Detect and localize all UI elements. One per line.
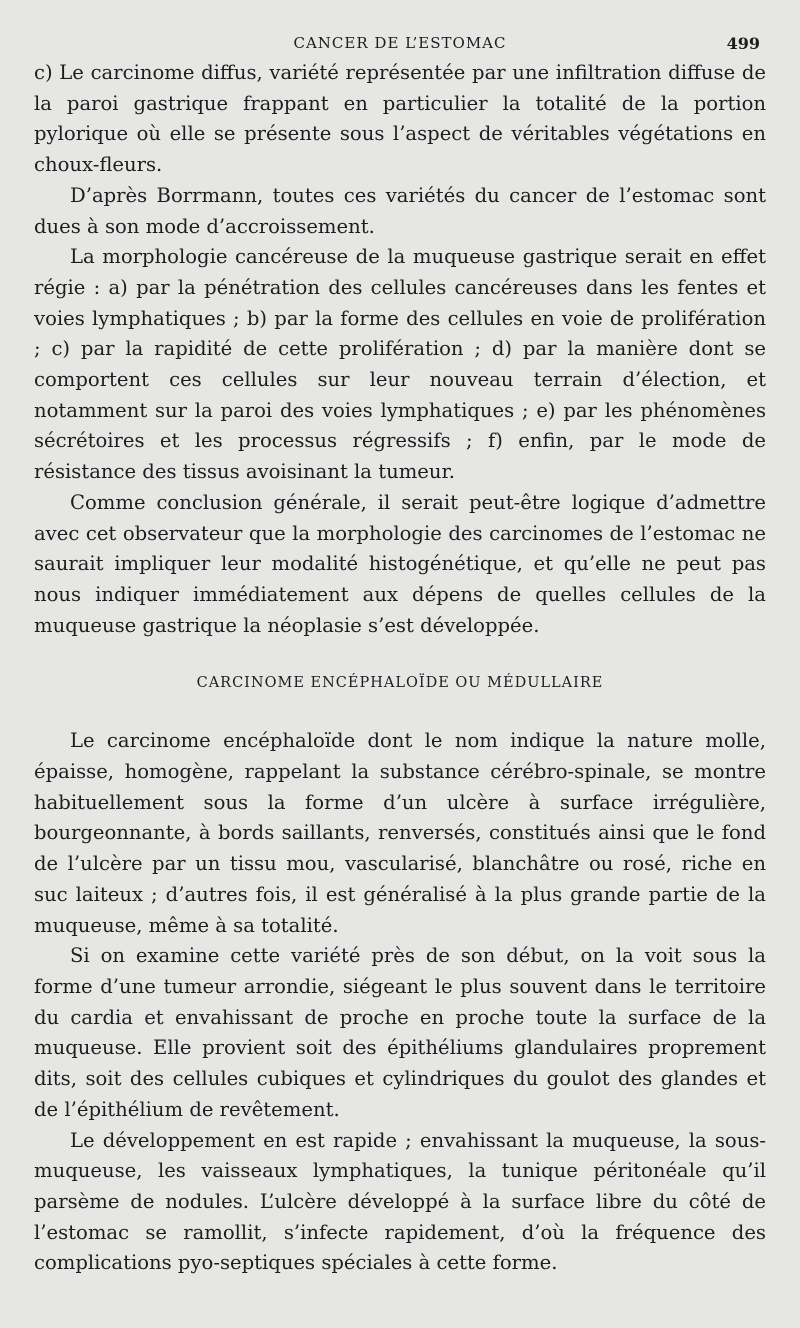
running-head	[34, 30, 766, 58]
paragraph-debut: Si on examine cette variété près de son début, on la voit sous la forme d’une tumeur arrondie, siégeant le plus souvent dans le territoire du cardia et envahissant de proche en proche toute la surface de la muqueuse. Elle provient soit des épithéliums glandulaires proprement dits, soit des cellules cubiques et cylindriques du goulot des glandes et de l’épithélium de revêtement.	[34, 944, 766, 1121]
paragraph-developpement: Le développement en est rapide ; envahissant la muqueuse, la sous-muqueuse, les vaisseaux lymphatiques, la tunique péritonéale qu’il parsème de nodules. L’ulcère développé à la surface libre du côté de l’estomac se ramollit, s’infecte rapidement, d’où la fréquence des complications pyo-septiques spéciales à cette forme.	[34, 1128, 766, 1275]
paragraph-encephaloide: Le carcinome encéphaloïde dont le nom indique la nature molle, épaisse, homogène, rappelant la substance cérébro-spinale, se montre habituellement sous la forme d’un ulcère à surface irrégulière, bourgeonnante, à bords saillants, renversés, constitués ainsi que le fond de l’ulcère par un tissu mou, vascularisé, blanchâtre ou rosé, riche en suc laiteux ; d’autres fois, il est généralisé à la plus grande partie de la muqueuse, même à sa totalité.	[34, 729, 766, 937]
section-heading: CARCINOME ENCÉPHALOÏDE OU MÉDULLAIRE	[196, 675, 604, 692]
paragraph-carcinome-diffus: c) Le carcinome diffus, variété représentée par une infiltration diffuse de la paroi gastrique frappant en particulier la totalité de la portion pylorique où elle se présente sous l’aspect de véritables végétations en choux-fleurs.	[34, 61, 766, 177]
running-title: CANCER DE L’ESTOMAC	[293, 34, 507, 52]
paragraph-borrmann: D’après Borrmann, toutes ces variétés du cancer de l’estomac sont dues à son mode d’accroissement.	[34, 183, 766, 238]
page-number: 499	[726, 34, 760, 53]
paragraph-conclusion: Comme conclusion générale, il serait peut-être logique d’admettre avec cet observateur que la morphologie des carcinomes de l’estomac ne saurait impliquer leur modalité histogénétique, et qu’elle ne peut pas nous indiquer immédiatement aux dépens de quelles cellules de la muqueuse gastrique la néoplasie s’est développée.	[34, 490, 766, 637]
paragraph-morphologie: La morphologie cancéreuse de la muqueuse gastrique serait en effet régie : a) par la pénétration des cellules cancéreuses dans les fentes et voies lymphatiques ; b) par la forme des cellules en voie de prolifération ; c) par la rapidité de cette prolifération ; d) par la manière dont se comportent ces cellules sur leur nouveau terrain d’élection, et notamment sur la paroi des voies lymphatiques ; e) par les phénomènes sécrétoires et les processus régressifs ; f) enfin, par le mode de résistance des tissus avoisinant la tumeur.	[34, 245, 766, 484]
